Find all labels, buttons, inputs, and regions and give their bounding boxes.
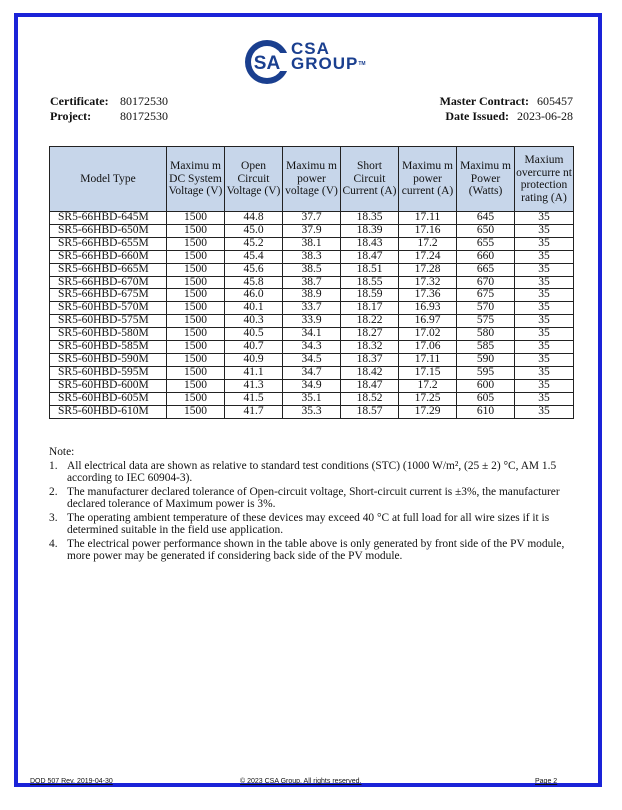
table-cell: 35	[515, 379, 574, 392]
table-cell: 34.9	[283, 379, 341, 392]
table-row	[50, 212, 574, 225]
table-cell: 40.5	[225, 328, 283, 341]
table-cell: 610	[457, 405, 515, 418]
table-cell: 35	[515, 276, 574, 289]
table-cell: 17.28	[399, 263, 457, 276]
table-cell: 1500	[167, 405, 225, 418]
table-cell: 35	[515, 315, 574, 328]
model-type-cell: SR5-66HBD-665M	[50, 263, 167, 276]
table-cell: 655	[457, 237, 515, 250]
table-cell: 35	[515, 341, 574, 354]
table-cell: 17.25	[399, 392, 457, 405]
table-cell: 35	[515, 224, 574, 237]
model-type-cell: SR5-60HBD-580M	[50, 328, 167, 341]
footer-page-number: Page 2	[535, 778, 558, 785]
table-cell: 45.2	[225, 237, 283, 250]
table-cell: 18.47	[341, 379, 399, 392]
date-issued-value: 2023-06-28	[517, 109, 573, 123]
table-cell: 1500	[167, 212, 225, 225]
table-cell: 35	[515, 405, 574, 418]
master-contract-line	[440, 94, 573, 109]
model-type-cell: SR5-66HBD-645M	[50, 212, 167, 225]
project-line	[50, 109, 168, 124]
table-cell: 595	[457, 366, 515, 379]
table-row	[50, 224, 574, 237]
table-row	[50, 315, 574, 328]
project-label: Project:	[50, 109, 92, 123]
model-type-cell: SR5-60HBD-575M	[50, 315, 167, 328]
table-cell: 570	[457, 302, 515, 315]
date-issued-label: Date Issued:	[445, 109, 509, 123]
table-cell: 1500	[167, 341, 225, 354]
table-row	[50, 353, 574, 366]
table-cell: 17.32	[399, 276, 457, 289]
table-cell: 17.02	[399, 328, 457, 341]
table-cell: 1500	[167, 289, 225, 302]
table-cell: 35	[515, 328, 574, 341]
table-cell: 17.06	[399, 341, 457, 354]
table-cell: 18.52	[341, 392, 399, 405]
svg-text:SA: SA	[253, 53, 281, 74]
notes-title: Note:	[49, 446, 75, 458]
table-header-row	[50, 147, 574, 212]
table-cell: 18.17	[341, 302, 399, 315]
model-type-cell: SR5-60HBD-610M	[50, 405, 167, 418]
table-cell: 34.3	[283, 341, 341, 354]
table-cell: 16.93	[399, 302, 457, 315]
table-cell: 18.32	[341, 341, 399, 354]
footer-copyright: © 2023 CSA Group. All rights reserved.	[240, 778, 362, 785]
table-cell: 675	[457, 289, 515, 302]
note-text: The operating ambient temperature of these devices may exceed 40 °C at full load for all wire sizes if it is determined suitable in the field use application.	[67, 511, 550, 536]
column-header: Maximu m power voltage (V)	[283, 147, 341, 212]
table-cell: 45.6	[225, 263, 283, 276]
table-cell: 17.29	[399, 405, 457, 418]
model-type-cell: SR5-60HBD-595M	[50, 366, 167, 379]
table-cell: 18.22	[341, 315, 399, 328]
table-cell: 41.7	[225, 405, 283, 418]
table-cell: 17.36	[399, 289, 457, 302]
note-text: All electrical data are shown as relative to standard test conditions (STC) (1000 W/m², (25 ± 2) °C, AM 1.5 according to IEC 60904-3).	[67, 459, 557, 484]
table-cell: 18.51	[341, 263, 399, 276]
date-issued-line	[445, 109, 573, 124]
table-cell: 38.1	[283, 237, 341, 250]
table-cell: 37.7	[283, 212, 341, 225]
table-cell: 645	[457, 212, 515, 225]
column-header: Maxium overcurre nt protection rating (A)	[515, 147, 574, 212]
table-cell: 35	[515, 353, 574, 366]
table-row	[50, 250, 574, 263]
note-text: The manufacturer declared tolerance of Open-circuit voltage, Short-circuit current is ±3%, the manufacturer declared tolerance of Maximum power is 3%.	[67, 485, 560, 510]
project-value: 80172530	[120, 109, 168, 123]
master-contract-label: Master Contract:	[439, 94, 529, 108]
footer-form-id: DQD 507 Rev. 2019-04-30	[30, 778, 113, 785]
model-type-cell: SR5-66HBD-650M	[50, 224, 167, 237]
table-cell: 45.4	[225, 250, 283, 263]
table-cell: 18.35	[341, 212, 399, 225]
model-type-cell: SR5-60HBD-605M	[50, 392, 167, 405]
model-type-cell: SR5-60HBD-600M	[50, 379, 167, 392]
table-cell: 34.5	[283, 353, 341, 366]
table-cell: 1500	[167, 315, 225, 328]
table-cell: 40.1	[225, 302, 283, 315]
table-cell: 35	[515, 212, 574, 225]
table-cell: 17.2	[399, 237, 457, 250]
table-cell: 38.9	[283, 289, 341, 302]
table-cell: 660	[457, 250, 515, 263]
table-cell: 1500	[167, 392, 225, 405]
table-cell: 37.9	[283, 224, 341, 237]
table-cell: 38.3	[283, 250, 341, 263]
table-row	[50, 328, 574, 341]
table-cell: 605	[457, 392, 515, 405]
table-body	[50, 212, 574, 419]
table-cell: 45.8	[225, 276, 283, 289]
notes-section	[49, 446, 573, 564]
trademark-mark: TM	[358, 61, 366, 67]
table-cell: 33.7	[283, 302, 341, 315]
table-cell: 670	[457, 276, 515, 289]
table-cell: 41.1	[225, 366, 283, 379]
table-cell: 34.7	[283, 366, 341, 379]
table-cell: 35	[515, 302, 574, 315]
table-cell: 17.16	[399, 224, 457, 237]
table-cell: 18.59	[341, 289, 399, 302]
table-cell: 35	[515, 289, 574, 302]
table-cell: 18.42	[341, 366, 399, 379]
table-row	[50, 392, 574, 405]
table-cell: 35	[515, 366, 574, 379]
column-header: Open Circuit Voltage (V)	[225, 147, 283, 212]
certificate-line	[50, 94, 168, 109]
table-cell: 35.1	[283, 392, 341, 405]
table-cell: 1500	[167, 250, 225, 263]
model-type-cell: SR5-66HBD-675M	[50, 289, 167, 302]
model-type-cell: SR5-66HBD-670M	[50, 276, 167, 289]
table-cell: 590	[457, 353, 515, 366]
table-cell: 18.47	[341, 250, 399, 263]
column-header: Model Type	[50, 147, 167, 212]
table-cell: 38.7	[283, 276, 341, 289]
table-cell: 17.2	[399, 379, 457, 392]
table-row	[50, 341, 574, 354]
table-cell: 35	[515, 392, 574, 405]
table-cell: 35	[515, 250, 574, 263]
table-cell: 585	[457, 341, 515, 354]
table-row	[50, 405, 574, 418]
table-cell: 35.3	[283, 405, 341, 418]
table-cell: 1500	[167, 224, 225, 237]
table-row	[50, 276, 574, 289]
table-cell: 40.7	[225, 341, 283, 354]
table-row	[50, 237, 574, 250]
note-item: 4. The electrical power performance shown in the table above is only generated by front side of the PV module, more power may be generated if considering back side of the PV module.	[49, 537, 565, 562]
table-cell: 17.11	[399, 353, 457, 366]
table-cell: 1500	[167, 379, 225, 392]
table-cell: 18.55	[341, 276, 399, 289]
table-cell: 1500	[167, 263, 225, 276]
certificate-value: 80172530	[120, 94, 168, 108]
table-cell: 17.15	[399, 366, 457, 379]
note-item: 2. The manufacturer declared tolerance of Open-circuit voltage, Short-circuit current is ±3%, the manufacturer declared tolerance of Maximum power is 3%.	[49, 485, 560, 510]
table-cell: 38.5	[283, 263, 341, 276]
table-row	[50, 379, 574, 392]
table-row	[50, 302, 574, 315]
table-cell: 45.0	[225, 224, 283, 237]
model-type-cell: SR5-60HBD-585M	[50, 341, 167, 354]
table-cell: 580	[457, 328, 515, 341]
table-cell: 1500	[167, 302, 225, 315]
table-cell: 1500	[167, 276, 225, 289]
table-cell: 46.0	[225, 289, 283, 302]
note-item: 1. All electrical data are shown as relative to standard test conditions (STC) (1000 W/m², (25 ± 2) °C, AM 1.5 according to IEC 60904-3).	[49, 459, 557, 484]
table-cell: 18.39	[341, 224, 399, 237]
table-cell: 1500	[167, 353, 225, 366]
note-item: 3. The operating ambient temperature of these devices may exceed 40 °C at full load for all wire sizes if it is determined suitable in the field use application.	[49, 511, 550, 536]
table-cell: 18.37	[341, 353, 399, 366]
table-cell: 1500	[167, 237, 225, 250]
table-row	[50, 366, 574, 379]
csa-logo-text	[291, 39, 366, 73]
table-cell: 35	[515, 263, 574, 276]
logo-line2: GROUP	[291, 54, 359, 73]
table-cell: 34.1	[283, 328, 341, 341]
table-cell: 16.97	[399, 315, 457, 328]
table-cell: 18.43	[341, 237, 399, 250]
table-cell: 33.9	[283, 315, 341, 328]
table-cell: 18.27	[341, 328, 399, 341]
model-type-cell: SR5-66HBD-660M	[50, 250, 167, 263]
column-header: Maximu m DC System Voltage (V)	[167, 147, 225, 212]
table-cell: 40.3	[225, 315, 283, 328]
table-row	[50, 263, 574, 276]
electrical-ratings-table	[49, 146, 574, 419]
logo-line1: CSA	[291, 39, 330, 58]
table-cell: 17.11	[399, 212, 457, 225]
table-cell: 41.5	[225, 392, 283, 405]
certificate-label: Certificate:	[50, 94, 109, 108]
table-cell: 40.9	[225, 353, 283, 366]
master-contract-value: 605457	[537, 94, 573, 108]
table-cell: 41.3	[225, 379, 283, 392]
table-cell: 17.24	[399, 250, 457, 263]
note-text: The electrical power performance shown in the table above is only generated by front side of the PV module, more power may be generated if considering back side of the PV module.	[67, 537, 565, 562]
table-cell: 1500	[167, 328, 225, 341]
table-cell: 665	[457, 263, 515, 276]
table-cell: 18.57	[341, 405, 399, 418]
table-cell: 1500	[167, 366, 225, 379]
model-type-cell: SR5-66HBD-655M	[50, 237, 167, 250]
column-header: Maximu m power current (A)	[399, 147, 457, 212]
column-header: Maximu m Power (Watts)	[457, 147, 515, 212]
table-cell: 35	[515, 237, 574, 250]
table-cell: 650	[457, 224, 515, 237]
table-cell: 44.8	[225, 212, 283, 225]
table-row	[50, 289, 574, 302]
table-cell: 575	[457, 315, 515, 328]
table-cell: 600	[457, 379, 515, 392]
column-header: Short Circuit Current (A)	[341, 147, 399, 212]
model-type-cell: SR5-60HBD-570M	[50, 302, 167, 315]
model-type-cell: SR5-60HBD-590M	[50, 353, 167, 366]
